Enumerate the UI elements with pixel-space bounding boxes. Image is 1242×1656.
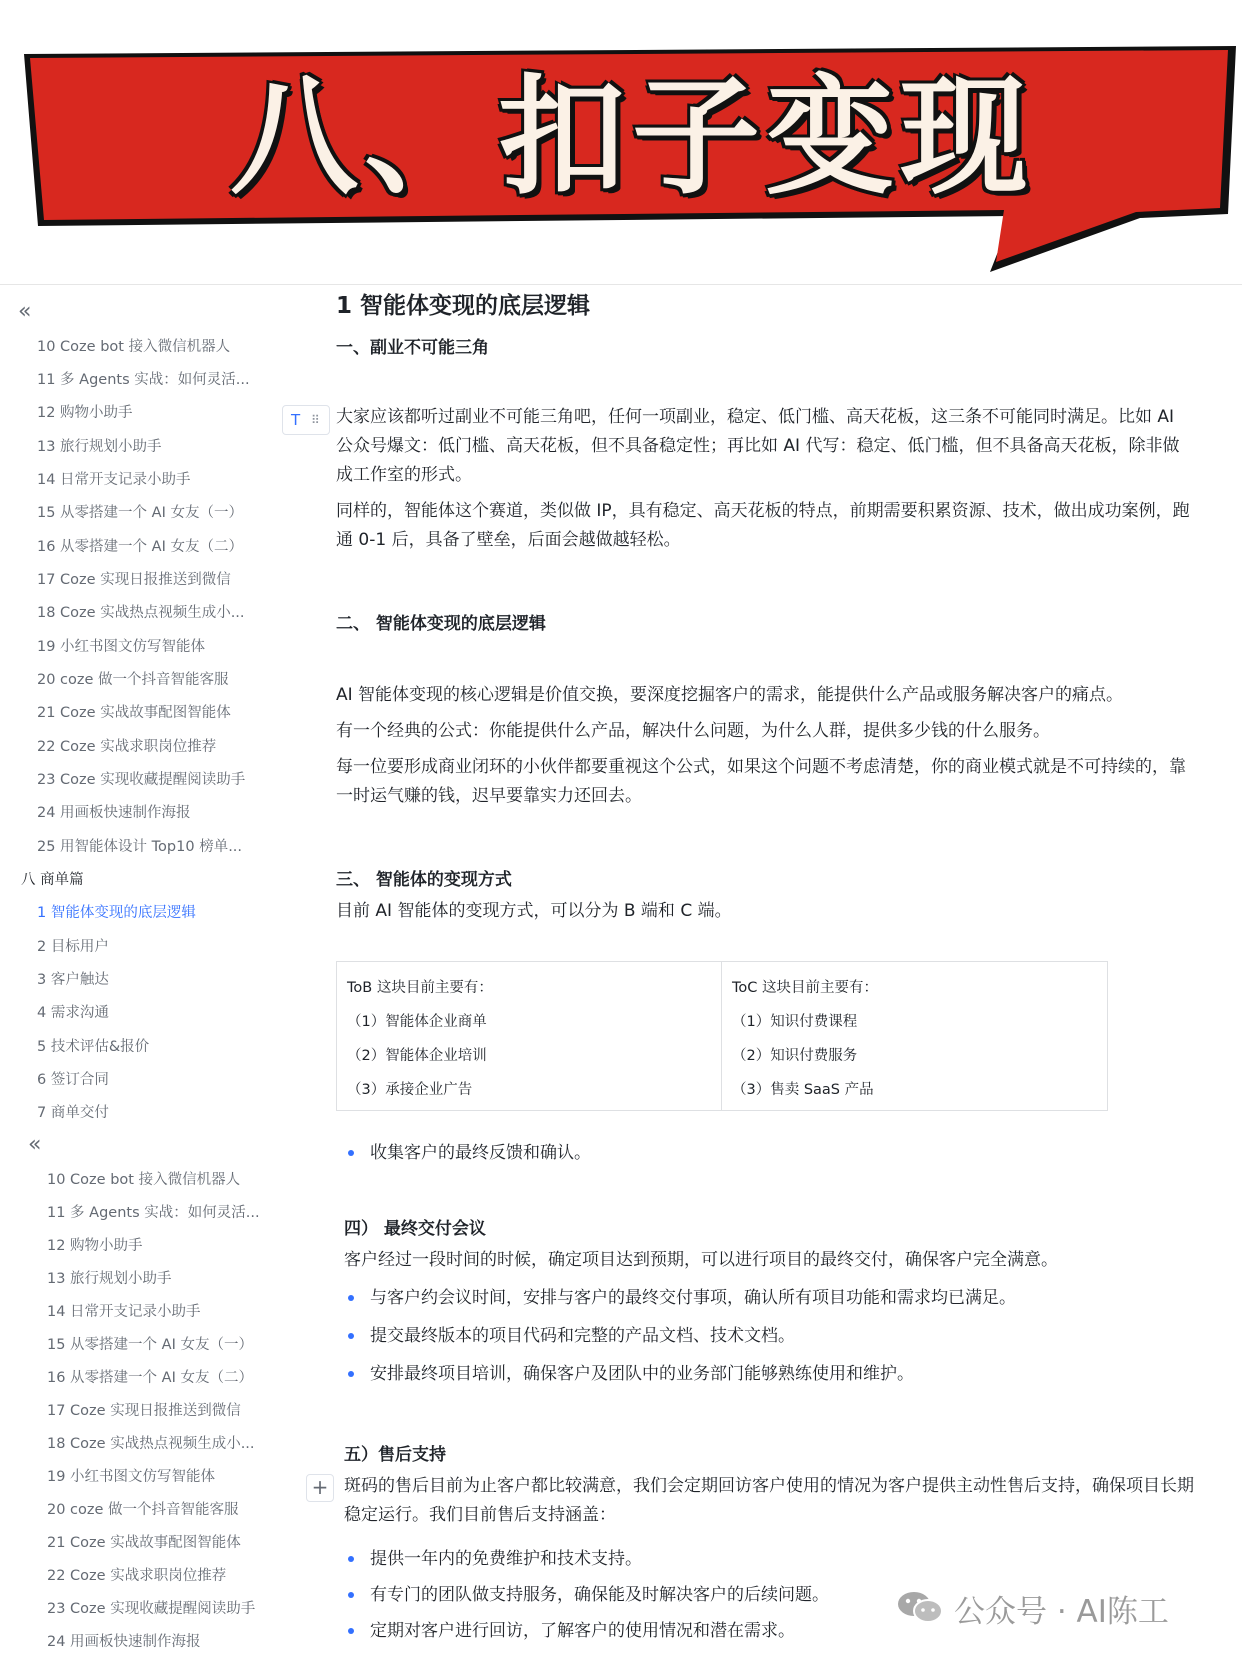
- sidebar-item[interactable]: 2 目标用户: [37, 939, 109, 955]
- sidebar-item[interactable]: 24 用画板快速制作海报: [37, 805, 191, 821]
- bullet-item: 定期对客户进行回访，了解客户的使用情况和潜在需求。: [370, 1621, 795, 1641]
- bullet-item: 提供一年内的免费维护和技术支持。: [370, 1549, 642, 1569]
- sidebar-item[interactable]: 23 Coze 实现收藏提醒阅读助手: [37, 772, 246, 788]
- banner-title: 八、扣子变现: [230, 63, 1035, 212]
- paragraph: 大家应该都听过副业不可能三角吧，任何一项副业，稳定、低门槛、高天花板，这三条不可能同时满足。比如 AI: [336, 407, 1175, 427]
- title-banner: [0, 0, 1242, 282]
- cell-line: （1）智能体企业商单: [347, 1014, 487, 1030]
- sidebar-item[interactable]: 18 Coze 实战热点视频生成小...: [37, 605, 245, 621]
- sidebar-item[interactable]: 20 coze 做一个抖音智能客服: [37, 672, 229, 688]
- sidebar-item[interactable]: 21 Coze 实战故事配图智能体: [47, 1535, 241, 1551]
- paragraph: 稳定运行。我们目前售后支持涵盖：: [344, 1505, 616, 1525]
- heading-section-2: 二、 智能体变现的底层逻辑: [336, 614, 546, 634]
- paragraph: 一时运气赚的钱，迟早要靠实力还回去。: [336, 786, 642, 806]
- sidebar-item[interactable]: 19 小红书图文仿写智能体: [47, 1469, 216, 1485]
- page-title: 1 智能体变现的底层逻辑: [336, 293, 591, 319]
- paragraph: 公众号爆文：低门槛、高天花板，但不具备稳定性；再比如 AI 代写：稳定、低门槛，但不具备高天花板，除非做: [336, 436, 1180, 456]
- bullet-dot: [348, 1592, 354, 1598]
- sidebar-item[interactable]: 15 从零搭建一个 AI 女友（一）: [37, 505, 243, 521]
- sidebar-item[interactable]: 19 小红书图文仿写智能体: [37, 639, 206, 655]
- sidebar-item[interactable]: 7 商单交付: [37, 1105, 109, 1121]
- bullet-item: 提交最终版本的项目代码和完整的产品文档、技术文档。: [370, 1326, 795, 1346]
- sidebar-item[interactable]: 3 客户触达: [37, 972, 109, 988]
- bullet-item: 与客户约会议时间，安排与客户的最终交付事项，确认所有项目功能和需求均已满足。: [370, 1288, 1016, 1308]
- sidebar-item[interactable]: 6 签订合同: [37, 1072, 109, 1088]
- sidebar-item[interactable]: 10 Coze bot 接入微信机器人: [47, 1172, 241, 1188]
- sidebar-item[interactable]: 25 用智能体设计 Top10 榜单...: [37, 839, 243, 855]
- text-type-icon: T: [291, 411, 301, 429]
- paragraph: 成工作室的形式。: [336, 465, 472, 485]
- sidebar-item[interactable]: 11 多 Agents 实战：如何灵活...: [47, 1205, 260, 1221]
- watermark-text: 公众号 · AI陈工: [954, 1594, 1169, 1630]
- paragraph: 斑码的售后目前为止客户都比较满意，我们会定期回访客户使用的情况为客户提供主动性售后支持，确保项目长期: [344, 1476, 1194, 1496]
- heading-section-4: 四） 最终交付会议: [344, 1219, 486, 1239]
- bullet-dot: [348, 1556, 354, 1562]
- sidebar-item[interactable]: 15 从零搭建一个 AI 女友（一）: [47, 1337, 253, 1353]
- bullet-dot: [348, 1628, 354, 1634]
- sidebar-item[interactable]: 17 Coze 实现日报推送到微信: [37, 572, 231, 588]
- paragraph: 同样的，智能体这个赛道，类似做 IP，具有稳定、高天花板的特点，前期需要积累资源、技术，做出成功案例，跑: [336, 501, 1190, 521]
- bullet-item: 安排最终项目培训，确保客户及团队中的业务部门能够熟练使用和维护。: [370, 1364, 914, 1384]
- sidebar-item[interactable]: 18 Coze 实战热点视频生成小...: [47, 1436, 255, 1452]
- sidebar-item[interactable]: 13 旅行规划小助手: [37, 439, 162, 455]
- sidebar-item[interactable]: 22 Coze 实战求职岗位推荐: [37, 739, 217, 755]
- sidebar-item-active[interactable]: 1 智能体变现的底层逻辑: [37, 905, 196, 921]
- sidebar-item[interactable]: 13 旅行规划小助手: [47, 1271, 172, 1287]
- sidebar-group-business[interactable]: 八 商单篇: [21, 872, 84, 888]
- drag-handle-icon: ⠿: [311, 413, 320, 427]
- block-handle[interactable]: [282, 405, 330, 435]
- cell-line: （2）知识付费服务: [732, 1048, 858, 1064]
- sidebar-top: [0, 285, 300, 1121]
- table-cell-tob[interactable]: [337, 962, 722, 1110]
- document-bottom: [344, 1110, 1242, 1656]
- paragraph: 通 0-1 后，具备了壁垒，后面会越做越轻松。: [336, 530, 681, 550]
- bullet-dot: [348, 1295, 354, 1301]
- collapse-sidebar-icon[interactable]: «: [28, 1132, 42, 1157]
- bullet-item: 收集客户的最终反馈和确认。: [370, 1143, 591, 1163]
- sidebar-item[interactable]: 14 日常开支记录小助手: [47, 1304, 201, 1320]
- bullet-dot: [348, 1371, 354, 1377]
- bullet-dot: [348, 1150, 354, 1156]
- sidebar-item[interactable]: 16 从零搭建一个 AI 女友（二）: [37, 539, 243, 555]
- sidebar-item[interactable]: 23 Coze 实现收藏提醒阅读助手: [47, 1601, 256, 1617]
- heading-section-3: 三、 智能体的变现方式: [336, 870, 512, 890]
- wechat-icon: [896, 1590, 944, 1624]
- cell-line: （1）知识付费课程: [732, 1014, 858, 1030]
- paragraph: 每一位要形成商业闭环的小伙伴都要重视这个公式，如果这个问题不考虑清楚，你的商业模式就是不可持续的，靠: [336, 757, 1186, 777]
- sidebar-item[interactable]: 10 Coze bot 接入微信机器人: [37, 339, 231, 355]
- sidebar-item[interactable]: 11 多 Agents 实战：如何灵活...: [37, 372, 250, 388]
- sidebar-item[interactable]: 22 Coze 实战求职岗位推荐: [47, 1568, 227, 1584]
- monetization-table: [336, 961, 1108, 1111]
- sidebar-item[interactable]: 12 购物小助手: [47, 1238, 143, 1254]
- cell-heading: ToB 这块目前主要有：: [347, 980, 493, 996]
- cell-line: （3）承接企业广告: [347, 1082, 473, 1098]
- add-block-button[interactable]: +: [306, 1474, 334, 1502]
- heading-section-5: 五）售后支持: [344, 1445, 446, 1465]
- sidebar-item[interactable]: 20 coze 做一个抖音智能客服: [47, 1502, 239, 1518]
- collapse-sidebar-icon[interactable]: «: [18, 299, 32, 324]
- sidebar-item[interactable]: 14 日常开支记录小助手: [37, 472, 191, 488]
- paragraph: 目前 AI 智能体的变现方式，可以分为 B 端和 C 端。: [336, 901, 732, 921]
- sidebar-item[interactable]: 4 需求沟通: [37, 1005, 109, 1021]
- cell-heading: ToC 这块目前主要有：: [732, 980, 878, 996]
- sidebar-item[interactable]: 17 Coze 实现日报推送到微信: [47, 1403, 241, 1419]
- sidebar-item[interactable]: 5 技术评估&报价: [37, 1039, 150, 1055]
- cell-line: （2）智能体企业培训: [347, 1048, 487, 1064]
- sidebar-bottom: [0, 1110, 300, 1656]
- cell-line: （3）售卖 SaaS 产品: [732, 1082, 874, 1098]
- heading-section-1: 一、副业不可能三角: [336, 338, 489, 358]
- sidebar-item[interactable]: 16 从零搭建一个 AI 女友（二）: [47, 1370, 253, 1386]
- paragraph: 有一个经典的公式：你能提供什么产品，解决什么问题，为什么人群，提供多少钱的什么服务。: [336, 721, 1050, 741]
- sidebar-item[interactable]: 12 购物小助手: [37, 405, 133, 421]
- paragraph: AI 智能体变现的核心逻辑是价值交换，要深度挖掘客户的需求，能提供什么产品或服务解决客户的痛点。: [336, 685, 1124, 705]
- table-cell-toc[interactable]: [722, 962, 1107, 1110]
- paragraph: 客户经过一段时间的时候，确定项目达到预期，可以进行项目的最终交付，确保客户完全满意。: [344, 1250, 1058, 1270]
- sidebar-item[interactable]: 24 用画板快速制作海报: [47, 1634, 201, 1650]
- bullet-dot: [348, 1333, 354, 1339]
- bullet-item: 有专门的团队做支持服务，确保能及时解决客户的后续问题。: [370, 1585, 829, 1605]
- sidebar-item[interactable]: 21 Coze 实战故事配图智能体: [37, 705, 231, 721]
